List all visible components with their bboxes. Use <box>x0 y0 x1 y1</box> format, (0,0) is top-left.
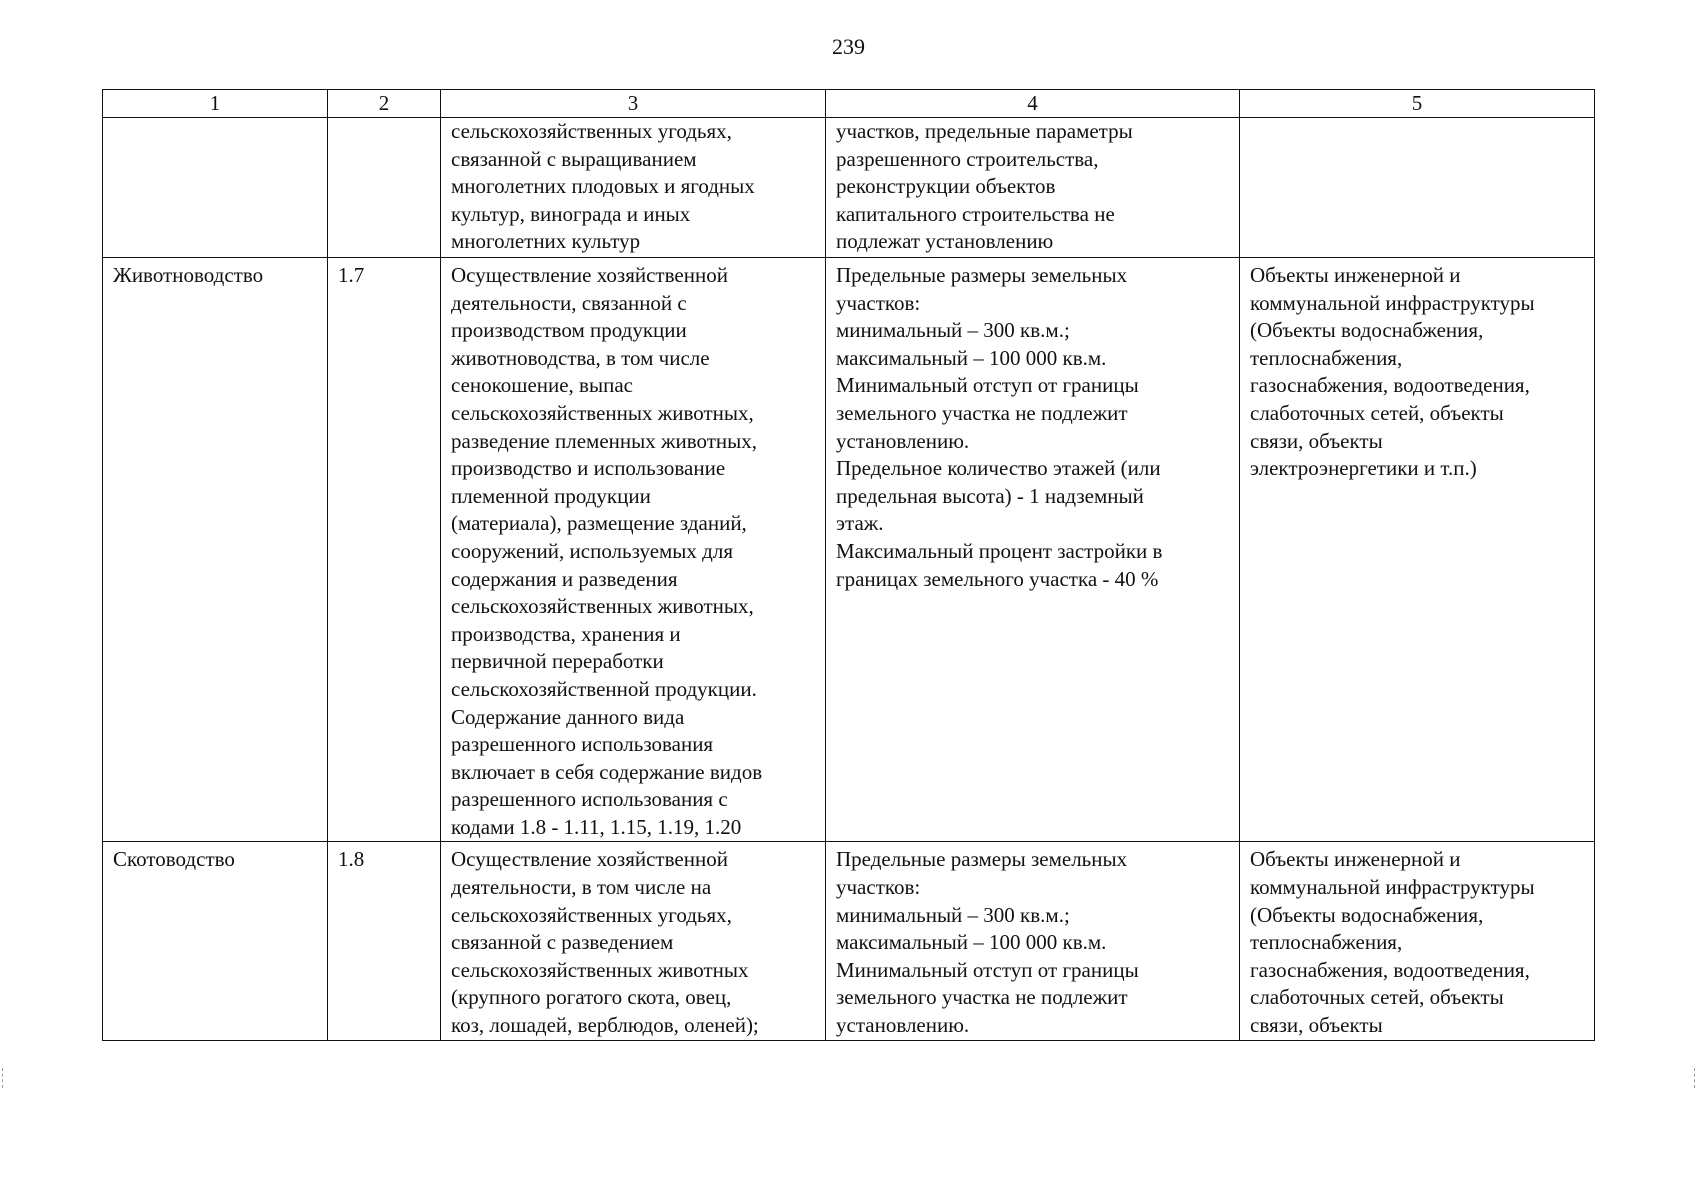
build-parameters: Предельные размеры земельных участков: минимальный – 300 кв.м.; максимальный – 100 000 кв.м. Минимальный отступ от границы земельного участка не подлежит установлению. <box>836 847 1139 1038</box>
description-cell <box>441 258 826 842</box>
use-code: 1.7 <box>338 263 365 287</box>
parameters-cell <box>826 842 1240 1040</box>
use-name: Скотоводство <box>113 847 235 872</box>
column-header: 1 <box>103 90 328 118</box>
table-header-row <box>103 90 1595 118</box>
use-code: 1.8 <box>338 847 365 872</box>
table-row-continuation <box>103 118 1595 258</box>
scan-edge-mark <box>2 1068 4 1088</box>
use-name-cell <box>103 118 328 258</box>
table-row <box>103 842 1595 1040</box>
land-use-table <box>102 89 1595 1041</box>
parameters-cell <box>826 258 1240 842</box>
use-code-cell <box>328 118 441 258</box>
auxiliary-uses: Объекты инженерной и коммунальной инфраструктуры (Объекты водоснабжения, теплоснабжения, газоснабжения, водоотведения, слаботочных сетей, объекты связи, объекты электроэнергетики и т.п.) <box>1250 263 1535 481</box>
auxiliary-uses: Объекты инженерной и коммунальной инфраструктуры (Объекты водоснабжения, теплоснабжения, газоснабжения, водоотведения, слаботочных сетей, объекты связи, объекты <box>1250 847 1535 1038</box>
use-name: Животноводство <box>113 263 264 287</box>
description-cell <box>441 842 826 1040</box>
auxiliary-cell <box>1240 118 1595 258</box>
auxiliary-cell <box>1240 842 1595 1040</box>
table-row <box>103 258 1595 842</box>
use-code-cell <box>328 842 441 1040</box>
column-header: 2 <box>328 90 441 118</box>
page-number: 239 <box>832 34 865 59</box>
column-header: 5 <box>1240 90 1595 118</box>
use-code-cell <box>328 258 441 842</box>
build-parameters: участков, предельные параметры разрешенного строительства, реконструкции объектов капитального строительства не подлежат установлению <box>836 119 1133 254</box>
column-header: 3 <box>441 90 826 118</box>
use-description: сельскохозяйственных угодьях, связанной с выращиванием многолетних плодовых и ягодных культур, винограда и иных многолетних культур <box>451 119 755 254</box>
use-name-cell <box>103 842 328 1040</box>
use-description: Осуществление хозяйственной деятельности, в том числе на сельскохозяйственных угодьях, связанной с разведением сельскохозяйственных животных (крупного рогатого скота, овец, коз, лошадей, верблюдов, оленей); <box>451 847 759 1038</box>
description-cell <box>441 118 826 258</box>
build-parameters: Предельные размеры земельных участков: минимальный – 300 кв.м.; максимальный – 100 000 кв.м. Минимальный отступ от границы земельного участка не подлежит установлению. Предельное количество этажей (или предельная высота) - 1 надземный этаж. Максимальный процент застройки в границах земельного участка - 40 % <box>836 263 1163 591</box>
parameters-cell <box>826 118 1240 258</box>
scan-edge-mark <box>1694 1068 1696 1088</box>
use-description: Осуществление хозяйственной деятельности, связанной с производством продукции животноводства, в том числе сенокошение, выпас сельскохозяйственных животных, разведение племенных животных, производство и использование племенной продукции (материала), размещение зданий, сооружений, используемых для содержания и разведения сельскохозяйственных животных, производства, хранения и первичной переработки сельскохозяйственной продукции. Содержание данного вида разрешенного использования включает в себя содержание видов разрешенного использования с кодами 1.8 - 1.11, 1.15, 1.19, 1.20 <box>451 263 763 839</box>
column-header: 4 <box>826 90 1240 118</box>
use-name-cell <box>103 258 328 842</box>
auxiliary-cell <box>1240 258 1595 842</box>
